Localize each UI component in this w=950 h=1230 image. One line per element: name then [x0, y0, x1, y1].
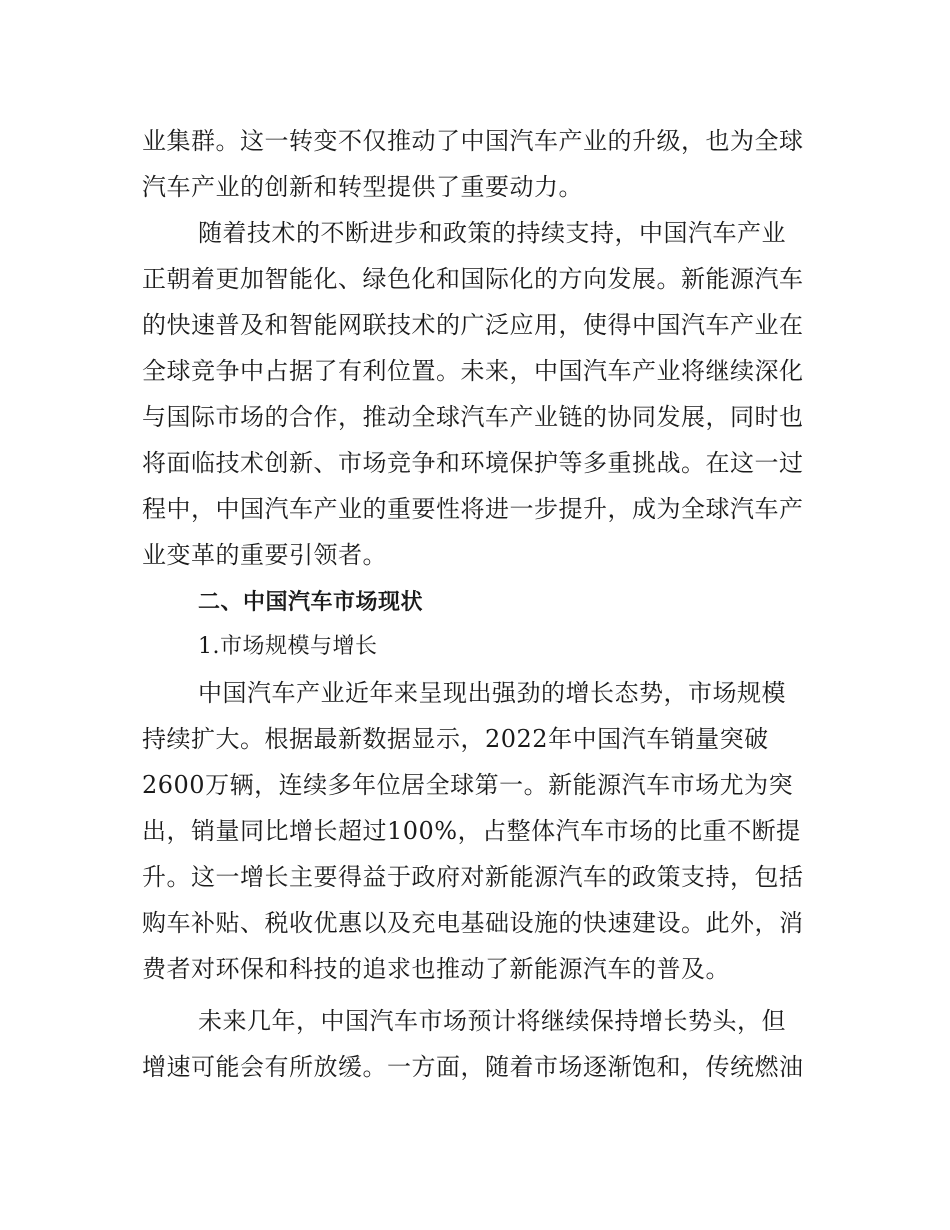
paragraph-4-line-1: 未来几年，中国汽车市场预计将继续保持增长势头，但 — [198, 1007, 786, 1035]
paragraph-2-line-7: 程中，中国汽车产业的重要性将进一步提升，成为全球汽车产 — [142, 495, 804, 523]
paragraph-4-line-2: 增速可能会有所放缓。一方面，随着市场逐渐饱和，传统燃油 — [142, 1053, 804, 1081]
paragraph-1-line-1: 业集群。这一转变不仅推动了中国汽车产业的升级，也为全球 — [142, 127, 804, 155]
paragraph-2-line-2: 正朝着更加智能化、绿色化和国际化的方向发展。新能源汽车 — [142, 265, 804, 293]
paragraph-3-line-6: 购车补贴、税收优惠以及充电基础设施的快速建设。此外，消 — [142, 909, 804, 937]
paragraph-3-line-1: 中国汽车产业近年来呈现出强劲的增长态势，市场规模 — [198, 679, 786, 707]
paragraph-3-line-7: 费者对环保和科技的追求也推动了新能源汽车的普及。 — [142, 955, 730, 983]
paragraph-2-line-5: 与国际市场的合作，推动全球汽车产业链的协同发展，同时也 — [142, 403, 804, 431]
paragraph-2-line-1: 随着技术的不断进步和政策的持续支持，中国汽车产业 — [198, 219, 786, 247]
subsection-heading: 1.市场规模与增长 — [198, 634, 378, 659]
paragraph-2-line-6: 将面临技术创新、市场竞争和环境保护等多重挑战。在这一过 — [142, 449, 804, 477]
paragraph-2-line-8: 业变革的重要引领者。 — [142, 541, 387, 569]
paragraph-3-line-2: 持续扩大。根据最新数据显示，2022年中国汽车销量突破 — [142, 725, 769, 753]
paragraph-3-line-5: 升。这一增长主要得益于政府对新能源汽车的政策支持，包括 — [142, 863, 804, 891]
paragraph-2-line-4: 全球竞争中占据了有利位置。未来，中国汽车产业将继续深化 — [142, 357, 804, 385]
paragraph-2-line-3: 的快速普及和智能网联技术的广泛应用，使得中国汽车产业在 — [142, 311, 804, 339]
paragraph-3-line-3: 2600万辆，连续多年位居全球第一。新能源汽车市场尤为突 — [142, 771, 794, 799]
section-heading: 二、中国汽车市场现状 — [198, 590, 424, 615]
paragraph-3-line-4: 出，销量同比增长超过100%，占整体汽车市场的比重不断提 — [142, 817, 801, 845]
paragraph-1-line-2: 汽车产业的创新和转型提供了重要动力。 — [142, 173, 583, 201]
